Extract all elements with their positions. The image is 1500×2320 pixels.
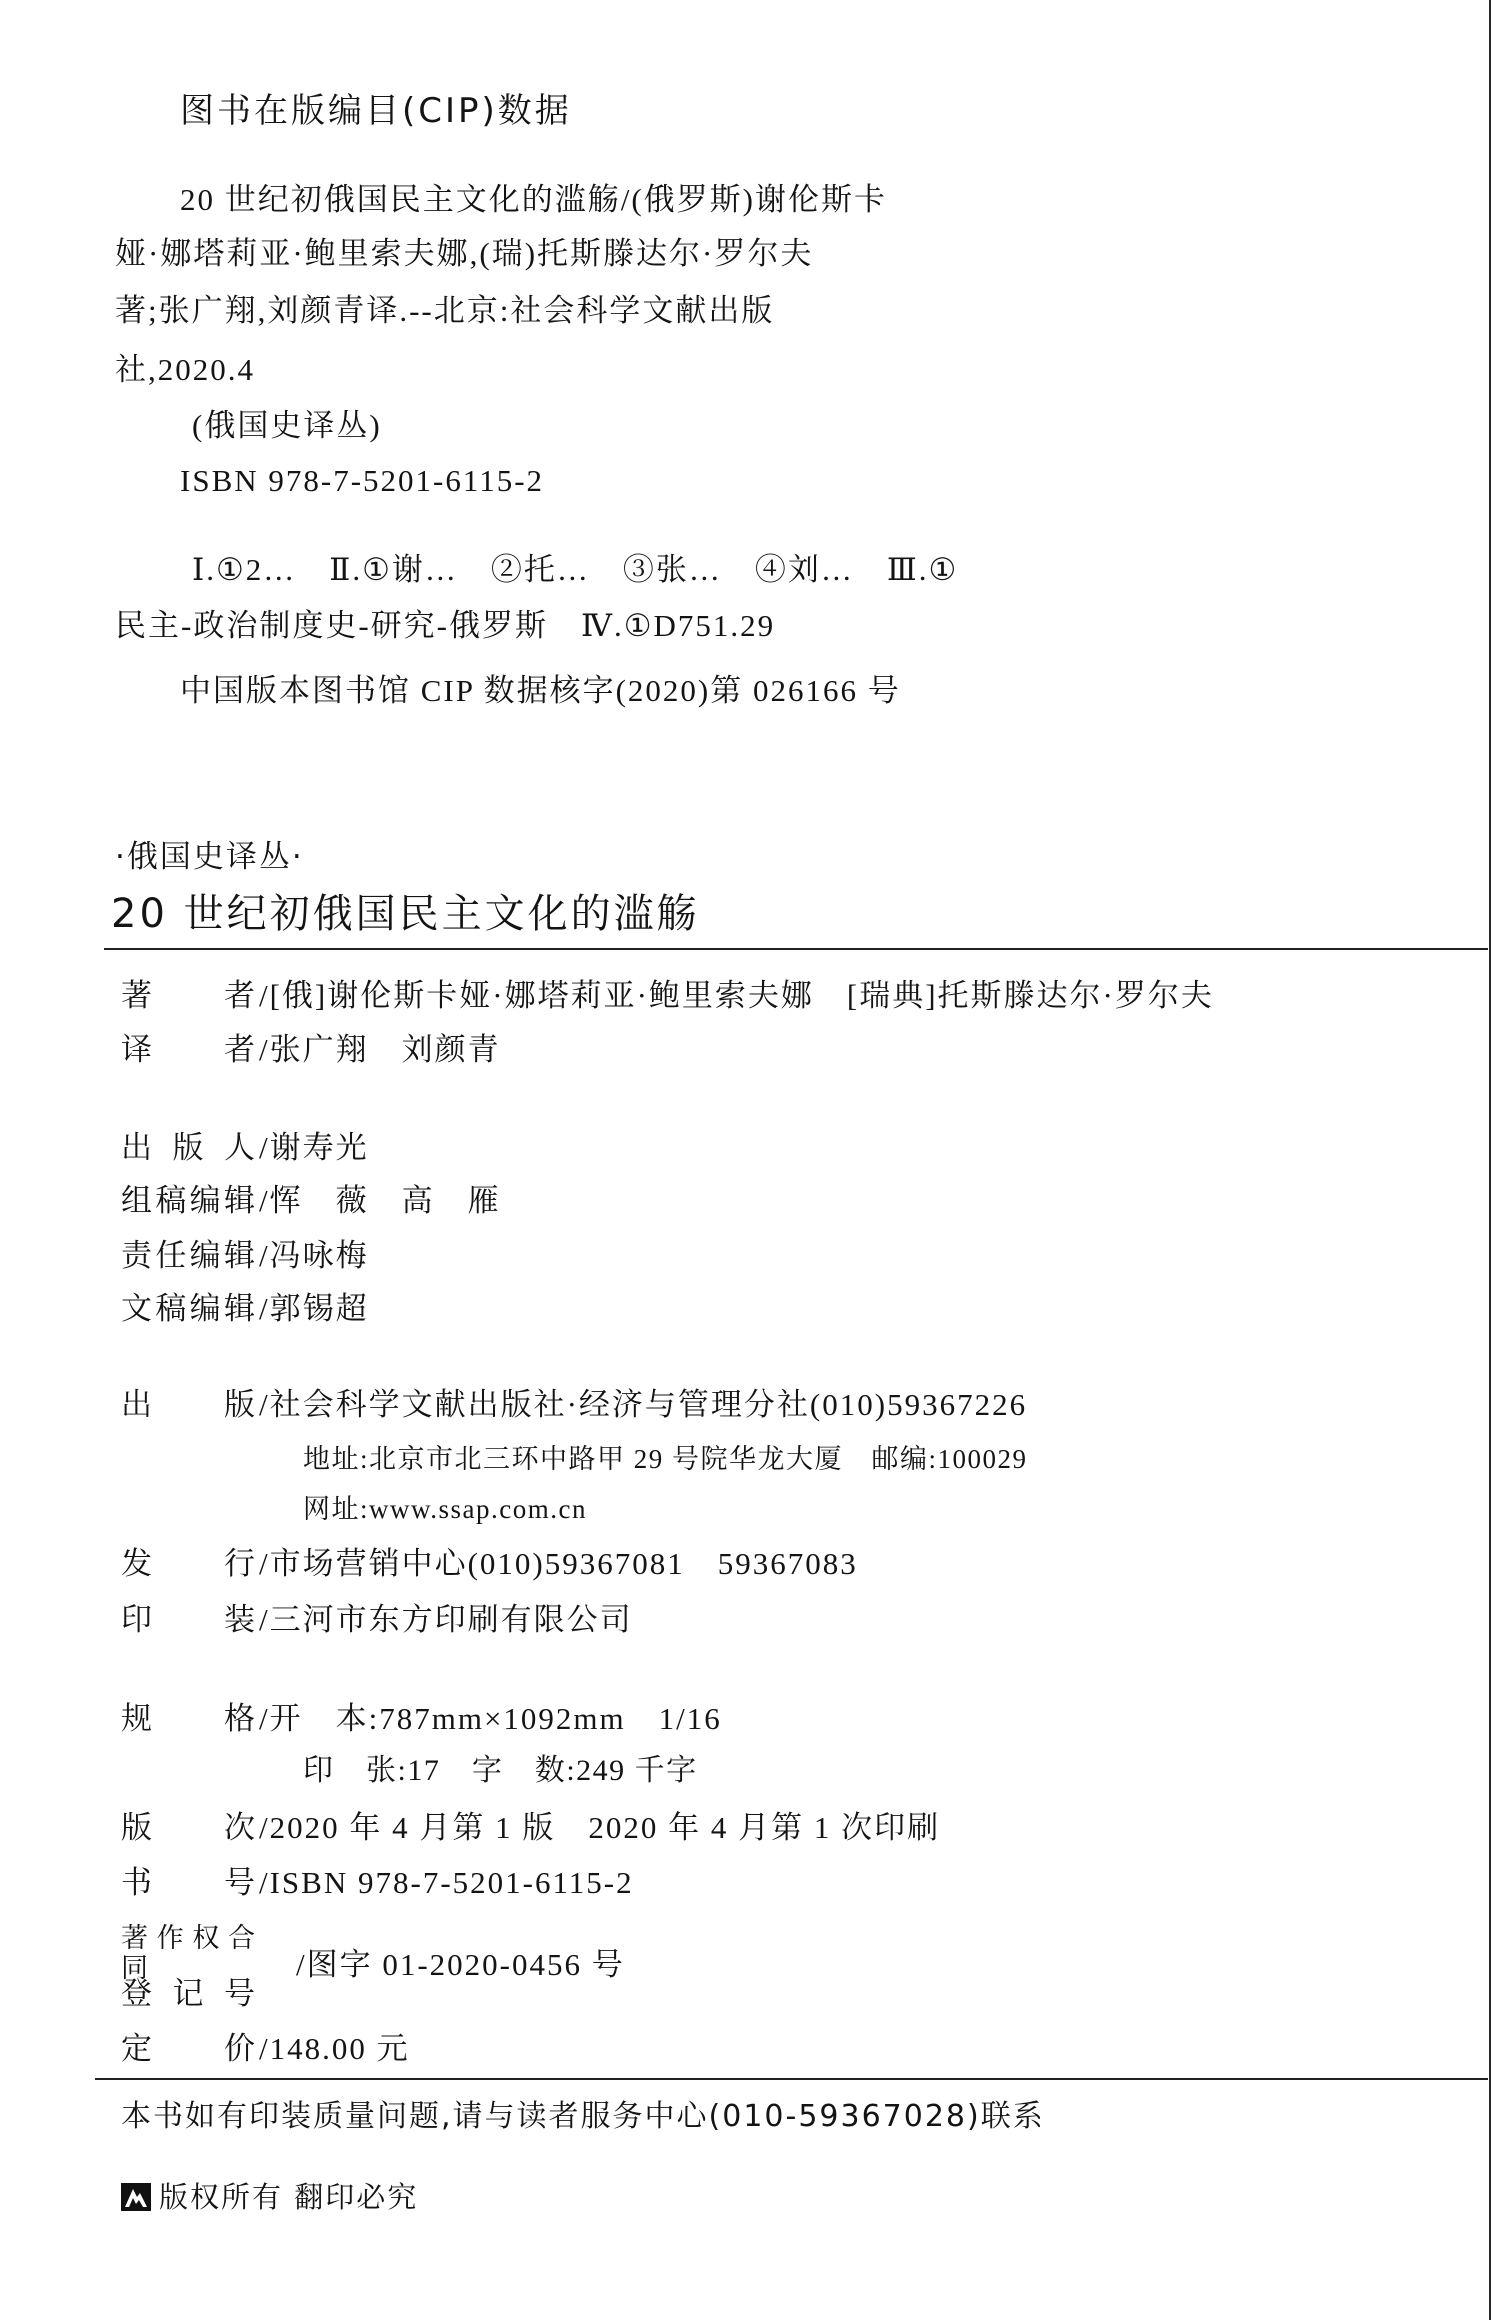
cip-isbn-line: ISBN 978-7-5201-6115-2 bbox=[180, 463, 545, 498]
row-label: 规 格 bbox=[121, 1701, 255, 1736]
page-right-border bbox=[1489, 0, 1491, 2320]
row-value: /148.00 元 bbox=[259, 2031, 410, 2066]
row-publisher-person bbox=[121, 1131, 369, 1165]
row-value: /开 本:787mm×1092mm 1/16 bbox=[259, 1701, 722, 1736]
series-name: ·俄国史译丛· bbox=[115, 839, 304, 875]
row-value: /[俄]谢伦斯卡娅·娜塔莉亚·鲍里索夫娜 [瑞典]托斯滕达尔·罗尔夫 bbox=[259, 978, 1214, 1013]
row-printing bbox=[121, 1603, 633, 1637]
row-value: /郭锡超 bbox=[259, 1291, 369, 1326]
book-title: 20 世纪初俄国民主文化的滥觞 bbox=[111, 891, 700, 937]
row-acquisition-editors bbox=[121, 1184, 501, 1218]
row-label: 责任编辑 bbox=[121, 1238, 255, 1273]
publisher-logo-icon bbox=[121, 2183, 151, 2211]
title-rule bbox=[104, 948, 1488, 950]
row-value: /张广翔 刘颜青 bbox=[259, 1032, 501, 1067]
row-copy-editor bbox=[121, 1292, 369, 1326]
row-responsible-editor bbox=[121, 1239, 369, 1273]
row-value: /社会科学文献出版社·经济与管理分社(010)59367226 bbox=[259, 1387, 1028, 1422]
notice-rule bbox=[95, 2078, 1488, 2080]
row-label: 发 行 bbox=[121, 1546, 255, 1581]
row-label: 印 装 bbox=[121, 1602, 255, 1637]
row-label: 定 价 bbox=[121, 2031, 255, 2066]
cip-heading: 图书在版编目(CIP)数据 bbox=[180, 91, 572, 131]
copyright-text: 版权所有 翻印必究 bbox=[159, 2180, 419, 2214]
row-isbn bbox=[121, 1866, 634, 1900]
row-value: /市场营销中心(010)59367081 59367083 bbox=[259, 1546, 858, 1581]
row-translators bbox=[121, 1033, 501, 1067]
row-label: 出 版 bbox=[121, 1387, 255, 1422]
row-value: /恽 薇 高 雁 bbox=[259, 1183, 501, 1218]
row-edition bbox=[121, 1811, 940, 1845]
publisher-website: 网址:www.ssap.com.cn bbox=[303, 1494, 587, 1524]
row-label: 出 版 人 bbox=[121, 1130, 255, 1165]
row-format bbox=[121, 1702, 722, 1736]
row-value: /三河市东方印刷有限公司 bbox=[259, 1602, 633, 1637]
row-value: /冯咏梅 bbox=[259, 1238, 369, 1273]
publisher-address: 地址:北京市北三环中路甲 29 号院华龙大厦 邮编:100029 bbox=[303, 1444, 1028, 1474]
row-distribution bbox=[121, 1547, 858, 1581]
cip-line-1: 20 世纪初俄国民主文化的滥觞/(俄罗斯)谢伦斯卡 bbox=[180, 182, 888, 217]
cip-line-2: 娅·娜塔莉亚·鲍里索夫娜,(瑞)托斯滕达尔·罗尔夫 bbox=[115, 236, 814, 271]
copyright-footer bbox=[121, 2181, 418, 2213]
row-label: 著 者 bbox=[121, 978, 255, 1013]
row-price bbox=[121, 2032, 410, 2066]
copyright-reg-label-line2: 登 记 号 bbox=[121, 1976, 255, 2011]
cip-series-line: (俄国史译丛) bbox=[192, 408, 382, 443]
cip-record-number: 中国版本图书馆 CIP 数据核字(2020)第 026166 号 bbox=[180, 673, 901, 708]
row-value: /谢寿光 bbox=[259, 1130, 369, 1165]
cip-classification-line-2: 民主-政治制度史-研究-俄罗斯 Ⅳ.①D751.29 bbox=[115, 608, 776, 643]
row-label: 版 次 bbox=[121, 1810, 255, 1845]
format-sheets-wordcount: 印 张:17 字 数:249 千字 bbox=[303, 1754, 698, 1787]
row-label: 书 号 bbox=[121, 1865, 255, 1900]
copyright-reg-value: /图字 01-2020-0456 号 bbox=[296, 1947, 625, 1982]
row-value: /ISBN 978-7-5201-6115-2 bbox=[259, 1865, 634, 1900]
row-value: /2020 年 4 月第 1 版 2020 年 4 月第 1 次印刷 bbox=[259, 1810, 941, 1845]
quality-notice: 本书如有印装质量问题,请与读者服务中心(010-59367028)联系 bbox=[121, 2099, 1045, 2134]
row-authors bbox=[121, 979, 1214, 1013]
copyright-reg-label-line1: 著作权合同 bbox=[121, 1923, 255, 1983]
cip-line-4: 社,2020.4 bbox=[115, 352, 255, 387]
row-label: 译 者 bbox=[121, 1032, 255, 1067]
cip-line-3: 著;张广翔,刘颜青译.--北京:社会科学文献出版 bbox=[115, 293, 775, 328]
row-publisher bbox=[121, 1388, 1027, 1422]
row-label: 组稿编辑 bbox=[121, 1183, 255, 1218]
cip-classification-line-1: Ⅰ.①2… Ⅱ.①谢… ②托… ③张… ④刘… Ⅲ.① bbox=[192, 552, 959, 587]
row-label: 文稿编辑 bbox=[121, 1291, 255, 1326]
